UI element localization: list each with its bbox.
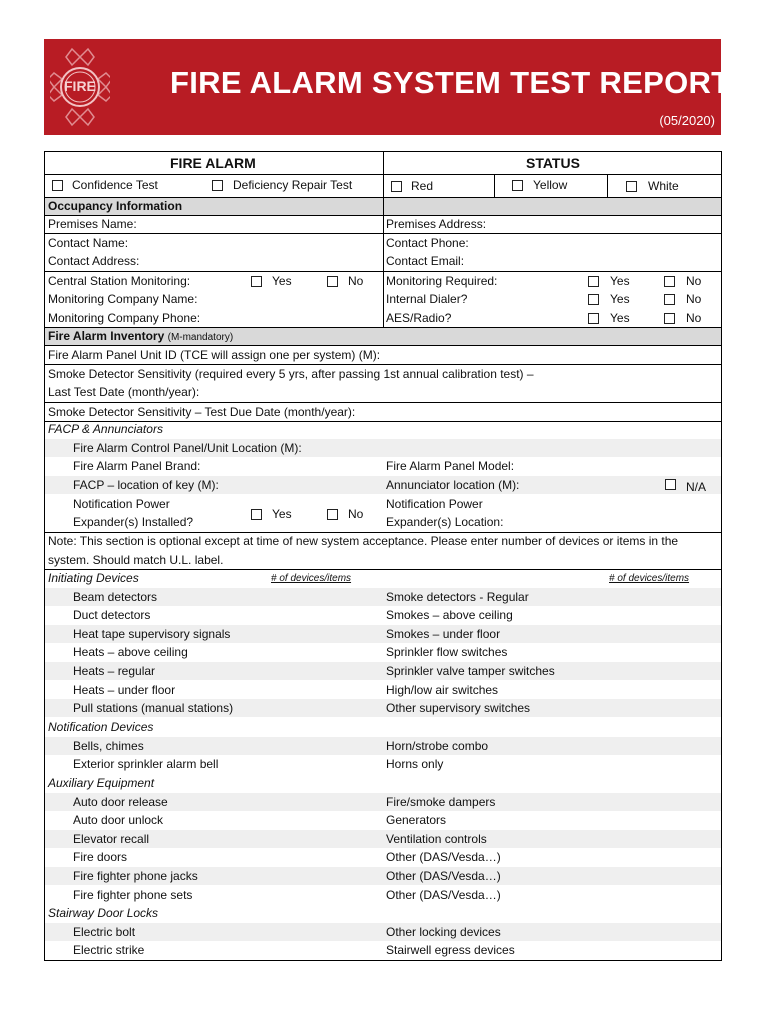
device-item-right[interactable]: Generators (386, 813, 447, 827)
device-item-left[interactable]: Auto door unlock (73, 813, 164, 827)
device-item-right[interactable]: Other supervisory switches (386, 701, 531, 715)
npe-installed-label-1: Notification Power (73, 497, 170, 511)
status-heading: STATUS (526, 155, 580, 171)
device-item-right[interactable]: Sprinkler valve tamper switches (386, 664, 555, 678)
smoke-sensitivity-last-test-field[interactable]: Last Test Date (month/year): (48, 385, 200, 399)
npe-installed-label-2: Expander(s) Installed? (73, 515, 194, 529)
status-white-checkbox[interactable] (626, 181, 637, 192)
device-item-left[interactable]: Bells, chimes (73, 739, 144, 753)
device-item-right[interactable]: Smoke detectors - Regular (386, 590, 529, 604)
contact-name-field[interactable]: Contact Name: (48, 236, 129, 250)
contact-phone-field[interactable]: Contact Phone: (386, 236, 469, 250)
central-station-no-checkbox[interactable] (327, 276, 338, 287)
central-station-yes-label: Yes (272, 274, 292, 288)
contact-address-field[interactable]: Contact Address: (48, 254, 140, 268)
internal-dialer-label: Internal Dialer? (386, 292, 468, 306)
inventory-heading: Fire Alarm Inventory (M-mandatory) (48, 329, 234, 343)
premises-address-field[interactable]: Premises Address: (386, 217, 487, 231)
status-yellow-checkbox[interactable] (512, 180, 523, 191)
notification-devices-heading: Notification Devices (48, 720, 154, 734)
auxiliary-equipment-heading: Auxiliary Equipment (48, 776, 155, 790)
central-station-no-label: No (348, 274, 364, 288)
device-item-left[interactable]: Exterior sprinkler alarm bell (73, 757, 219, 771)
device-item-left[interactable]: Fire doors (73, 850, 128, 864)
monitoring-required-yes-label: Yes (610, 274, 630, 288)
device-item-left[interactable]: Pull stations (manual stations) (73, 701, 234, 715)
device-item-right[interactable]: Other (DAS/Vesda…) (386, 888, 501, 902)
device-item-right[interactable]: High/low air switches (386, 683, 499, 697)
device-item-left[interactable]: Fire fighter phone sets (73, 888, 193, 902)
confidence-test-label: Confidence Test (72, 178, 158, 192)
panel-brand-field[interactable]: Fire Alarm Panel Brand: (73, 459, 201, 473)
npe-installed-yes-checkbox[interactable] (251, 509, 262, 520)
count-header-left: # of devices/items (271, 573, 352, 584)
device-item-right[interactable]: Stairwell egress devices (386, 943, 515, 957)
device-item-right[interactable]: Horn/strobe combo (386, 739, 489, 753)
monitoring-company-name-field[interactable]: Monitoring Company Name: (48, 292, 198, 306)
central-station-monitoring-label: Central Station Monitoring: (48, 274, 191, 288)
stairway-door-locks-heading: Stairway Door Locks (48, 906, 159, 920)
confidence-test-checkbox[interactable] (52, 180, 63, 191)
panel-unit-id-field[interactable]: Fire Alarm Panel Unit ID (TCE will assign one per system) (M): (48, 348, 381, 362)
annunciator-na-label: N/A (686, 480, 707, 494)
npe-installed-no-checkbox[interactable] (327, 509, 338, 520)
aes-radio-yes-label: Yes (610, 311, 630, 325)
monitoring-required-no-label: No (686, 274, 702, 288)
monitoring-required-no-checkbox[interactable] (664, 276, 675, 287)
device-item-left[interactable]: Heats – under floor (73, 683, 176, 697)
control-panel-location-field[interactable]: Fire Alarm Control Panel/Unit Location (M): (73, 441, 302, 455)
device-item-right[interactable]: Horns only (386, 757, 444, 771)
device-item-left[interactable]: Duct detectors (73, 608, 151, 622)
facp-key-location-field[interactable]: FACP – location of key (M): (73, 478, 219, 492)
smoke-sensitivity-line1: Smoke Detector Sensitivity (required every 5 yrs, after passing 1st annual calibration test) – (48, 367, 534, 381)
contact-email-field[interactable]: Contact Email: (386, 254, 465, 268)
facp-annunciators-heading: FACP & Annunciators (48, 422, 163, 436)
central-station-yes-checkbox[interactable] (251, 276, 262, 287)
annunciator-location-field[interactable]: Annunciator location (M): (386, 478, 520, 492)
premises-name-field[interactable]: Premises Name: (48, 217, 137, 231)
smoke-sensitivity-due-field[interactable]: Smoke Detector Sensitivity – Test Due Date (month/year): (48, 405, 356, 419)
device-item-right[interactable]: Other (DAS/Vesda…) (386, 869, 501, 883)
deficiency-repair-test-label: Deficiency Repair Test (233, 178, 353, 192)
status-white-label: White (648, 179, 679, 193)
device-item-left[interactable]: Electric strike (73, 943, 145, 957)
device-item-left[interactable]: Heats – regular (73, 664, 156, 678)
aes-radio-no-checkbox[interactable] (664, 313, 675, 324)
monitoring-company-phone-field[interactable]: Monitoring Company Phone: (48, 311, 201, 325)
device-item-right[interactable]: Smokes – under floor (386, 627, 501, 641)
device-item-left[interactable]: Heat tape supervisory signals (73, 627, 231, 641)
internal-dialer-yes-checkbox[interactable] (588, 294, 599, 305)
report-title: FIRE ALARM SYSTEM TEST REPORT (170, 65, 731, 100)
fire-alarm-heading: FIRE ALARM (170, 155, 256, 171)
report-form (44, 151, 722, 961)
aes-radio-label: AES/Radio? (386, 311, 452, 325)
annunciator-na-checkbox[interactable] (665, 479, 676, 490)
deficiency-repair-test-checkbox[interactable] (212, 180, 223, 191)
device-item-left[interactable]: Fire fighter phone jacks (73, 869, 198, 883)
device-item-left[interactable]: Heats – above ceiling (73, 645, 188, 659)
device-item-right[interactable]: Other (DAS/Vesda…) (386, 850, 501, 864)
npe-location-label-1: Notification Power (386, 497, 483, 511)
internal-dialer-no-checkbox[interactable] (664, 294, 675, 305)
device-item-left[interactable]: Elevator recall (73, 832, 150, 846)
npe-location-field[interactable]: Expander(s) Location: (386, 515, 504, 529)
logo-text: FIRE (64, 78, 96, 94)
aes-radio-no-label: No (686, 311, 702, 325)
device-item-left[interactable]: Electric bolt (73, 925, 136, 939)
status-red-checkbox[interactable] (391, 181, 402, 192)
report-header (44, 39, 731, 135)
device-item-right[interactable]: Fire/smoke dampers (386, 795, 496, 809)
status-red-label: Red (411, 179, 434, 193)
count-header-right: # of devices/items (609, 573, 690, 584)
device-item-left[interactable]: Beam detectors (73, 590, 158, 604)
device-item-right[interactable]: Sprinkler flow switches (386, 645, 508, 659)
monitoring-required-yes-checkbox[interactable] (588, 276, 599, 287)
npe-installed-yes-label: Yes (272, 507, 292, 521)
npe-installed-no-label: No (348, 507, 364, 521)
device-item-left[interactable]: Auto door release (73, 795, 168, 809)
initiating-devices-heading: Initiating Devices (48, 571, 139, 585)
devices-note-line2: system. Should match U.L. label. (48, 553, 224, 567)
internal-dialer-no-label: No (686, 292, 702, 306)
device-item-right[interactable]: Ventilation controls (386, 832, 487, 846)
device-item-right[interactable]: Other locking devices (386, 925, 501, 939)
revision-date: (05/2020) (659, 113, 715, 128)
aes-radio-yes-checkbox[interactable] (588, 313, 599, 324)
monitoring-required-label: Monitoring Required: (386, 274, 498, 288)
internal-dialer-yes-label: Yes (610, 292, 630, 306)
devices-note-line1: Note: This section is optional except at time of new system acceptance. Please enter number of devices or items in the (48, 534, 679, 548)
panel-model-field[interactable]: Fire Alarm Panel Model: (386, 459, 515, 473)
occupancy-heading: Occupancy Information (48, 199, 183, 213)
status-yellow-label: Yellow (533, 178, 568, 192)
device-item-right[interactable]: Smokes – above ceiling (386, 608, 513, 622)
